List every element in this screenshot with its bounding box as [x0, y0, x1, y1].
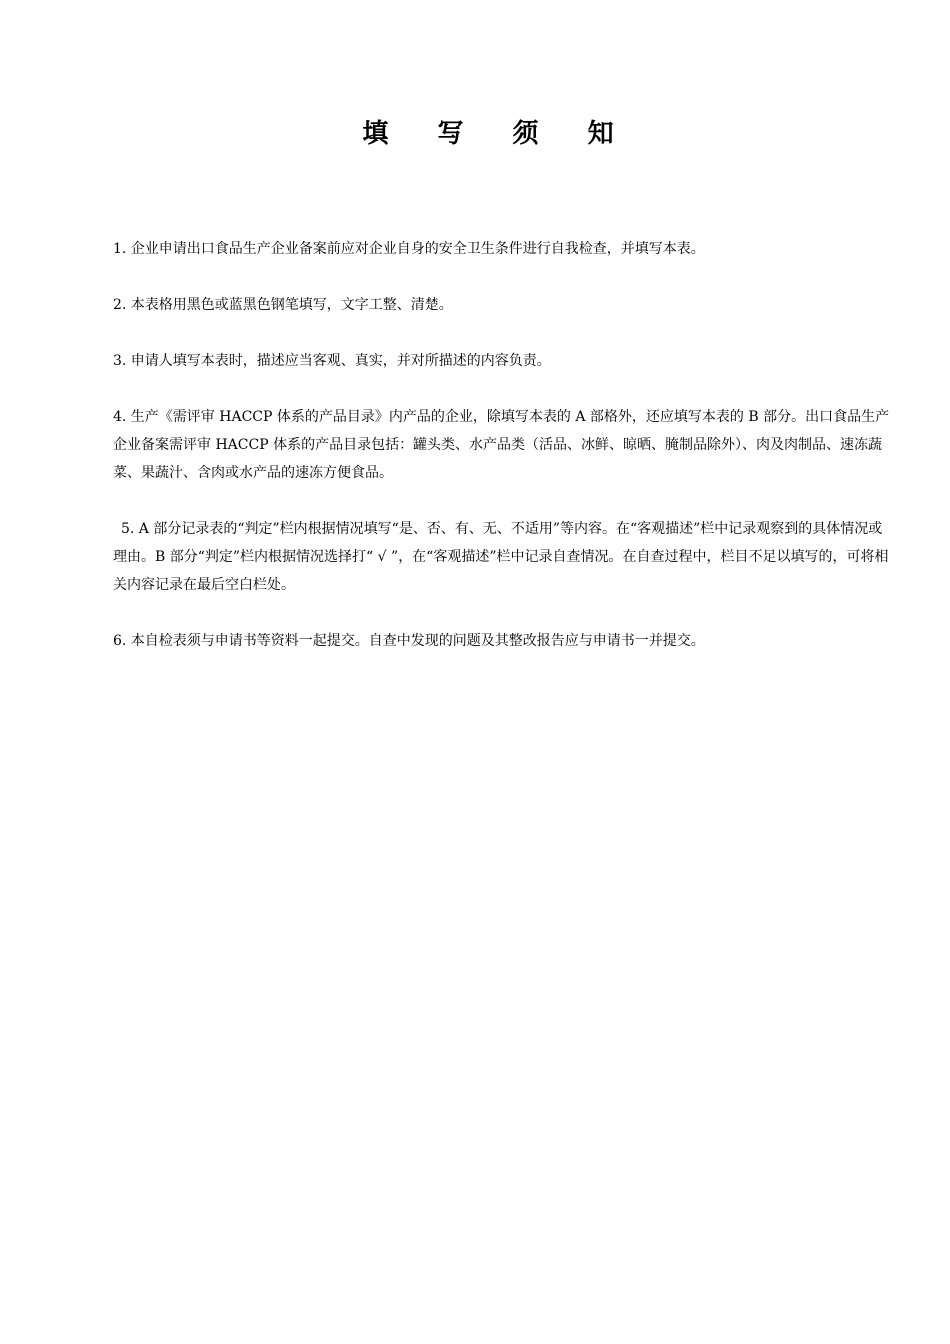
instructions-list — [113, 235, 893, 683]
instruction-item-6: 6. 本自检表须与申请书等资料一起提交。自查中发现的问题及其整改报告应与申请书一并提交。 — [113, 633, 705, 649]
instruction-item-2: 2. 本表格用黑色或蓝黑色钢笔填写，文字工整、清楚。 — [113, 297, 453, 313]
instruction-item-1: 1. 企业申请出口食品生产企业备案前应对企业自身的安全卫生条件进行自我检查，并填写本表。 — [113, 241, 705, 257]
page-title: 填 写 须 知 — [362, 119, 634, 149]
instruction-item-5: 5. A 部分记录表的“判定”栏内根据情况填写“是、否、有、无、不适用”等内容。在“客观描述”栏中记录观察到的具体情况或理由。B 部分“判定”栏内根据情况选择打“ √ ”，在“客观描述”栏中记录自查情况。在自查过程中，栏目不足以填写的，可将相关内容记录在最后空白栏处。 — [113, 521, 889, 593]
instruction-item-4: 4. 生产《需评审 HACCP 体系的产品目录》内产品的企业，除填写本表的 A 部格外，还应填写本表的 B 部分。出口食品生产企业备案需评审 HACCP 体系的产品目录包括：罐头类、水产品类（活品、冰鲜、晾晒、腌制品除外）、肉及肉制品、速冻蔬菜、果蔬汁、含肉或水产品的速冻方便食品。 — [113, 409, 890, 481]
instruction-item-3: 3. 申请人填写本表时，描述应当客观、真实，并对所描述的内容负责。 — [113, 353, 551, 369]
